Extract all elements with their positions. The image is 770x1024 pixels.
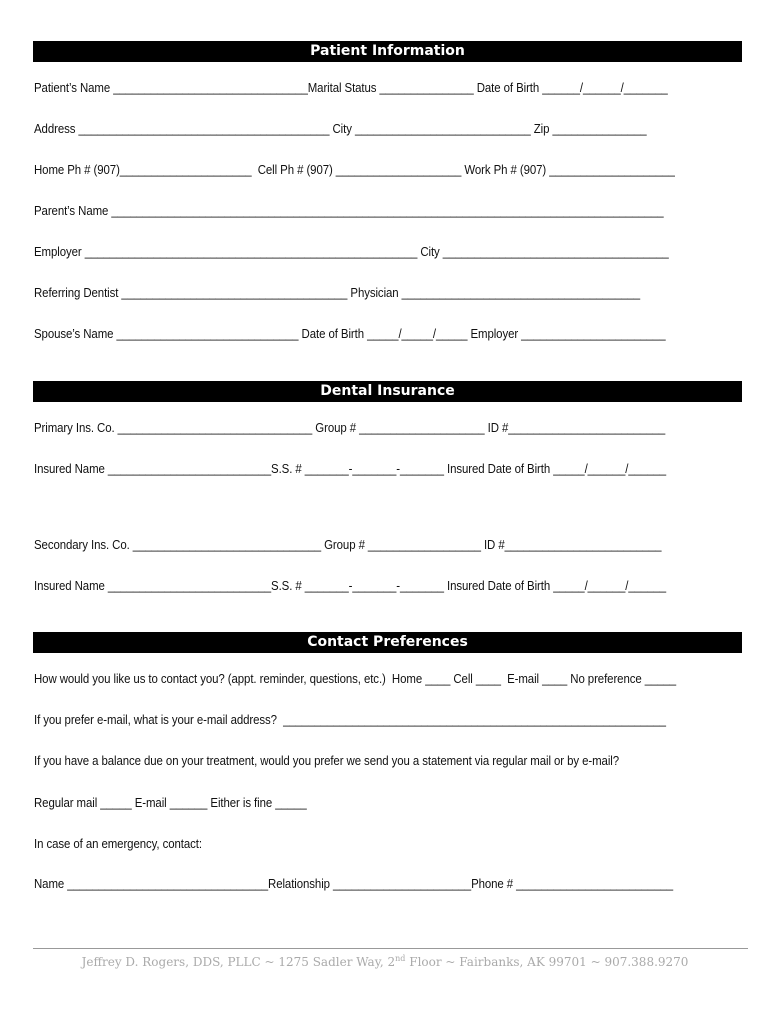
parent-name-line: Parent’s Name ________________________________________________________________________________________ (34, 203, 664, 218)
footer-text-post: Floor ~ Fairbanks, AK 99701 ~ 907.388.9270 (405, 955, 689, 969)
referring-dentist-line: Referring Dentist ____________________________________ Physician ______________________________________ (34, 285, 641, 300)
footer-text-pre: Jeffrey D. Rogers, DDS, PLLC ~ 1275 Sadler Way, 2 (81, 955, 396, 969)
primary-insurance-line: Primary Ins. Co. _______________________________ Group # ____________________ ID #_________________________ (34, 420, 666, 435)
secondary-insurance-line: Secondary Ins. Co. ______________________________ Group # __________________ ID #_________________________ (34, 537, 662, 552)
section-header-dental-insurance: Dental Insurance (33, 381, 742, 402)
section-header-patient-information: Patient Information (33, 41, 742, 62)
patient-name-line: Patient’s Name _______________________________Marital Status _______________ Date of Birth ______/______/_______ (34, 80, 668, 95)
phone-line: Home Ph # (907)_____________________ Cell Ph # (907) ____________________ Work Ph # (907) ____________________ (34, 162, 675, 177)
employer-line: Employer _____________________________________________________ City ____________________________________ (34, 244, 669, 259)
statement-options-line: Regular mail _____ E-mail ______ Either is fine _____ (34, 795, 307, 810)
statement-question: If you have a balance due on your treatment, would you prefer we send you a statement via regular mail or by e-mail? (34, 753, 620, 768)
footer-text-sup: nd (395, 954, 406, 963)
footer-address (0, 954, 770, 969)
contact-method-line: How would you like us to contact you? (appt. reminder, questions, etc.) Home ____ Cell ____ E-mail ____ No preference _____ (34, 671, 677, 686)
emergency-contact-line: Name ________________________________Relationship ______________________Phone # _________________________ (34, 876, 674, 891)
section-header-contact-preferences: Contact Preferences (33, 632, 742, 653)
address-line: Address ________________________________________ City ____________________________ Zip _______________ (34, 121, 647, 136)
footer-divider (33, 948, 748, 949)
primary-insured-name-line: Insured Name __________________________S.S. # _______-_______-_______ Insured Date of Birth _____/______/______ (34, 461, 667, 476)
spouse-line: Spouse’s Name _____________________________ Date of Birth _____/_____/_____ Employer _______________________ (34, 326, 666, 341)
secondary-insured-name-line: Insured Name __________________________S.S. # _______-_______-_______ Insured Date of Birth _____/______/______ (34, 578, 667, 593)
emergency-contact-label: In case of an emergency, contact: (34, 836, 202, 851)
email-address-line: If you prefer e-mail, what is your e-mail address? _____________________________________________________________ (34, 712, 666, 727)
